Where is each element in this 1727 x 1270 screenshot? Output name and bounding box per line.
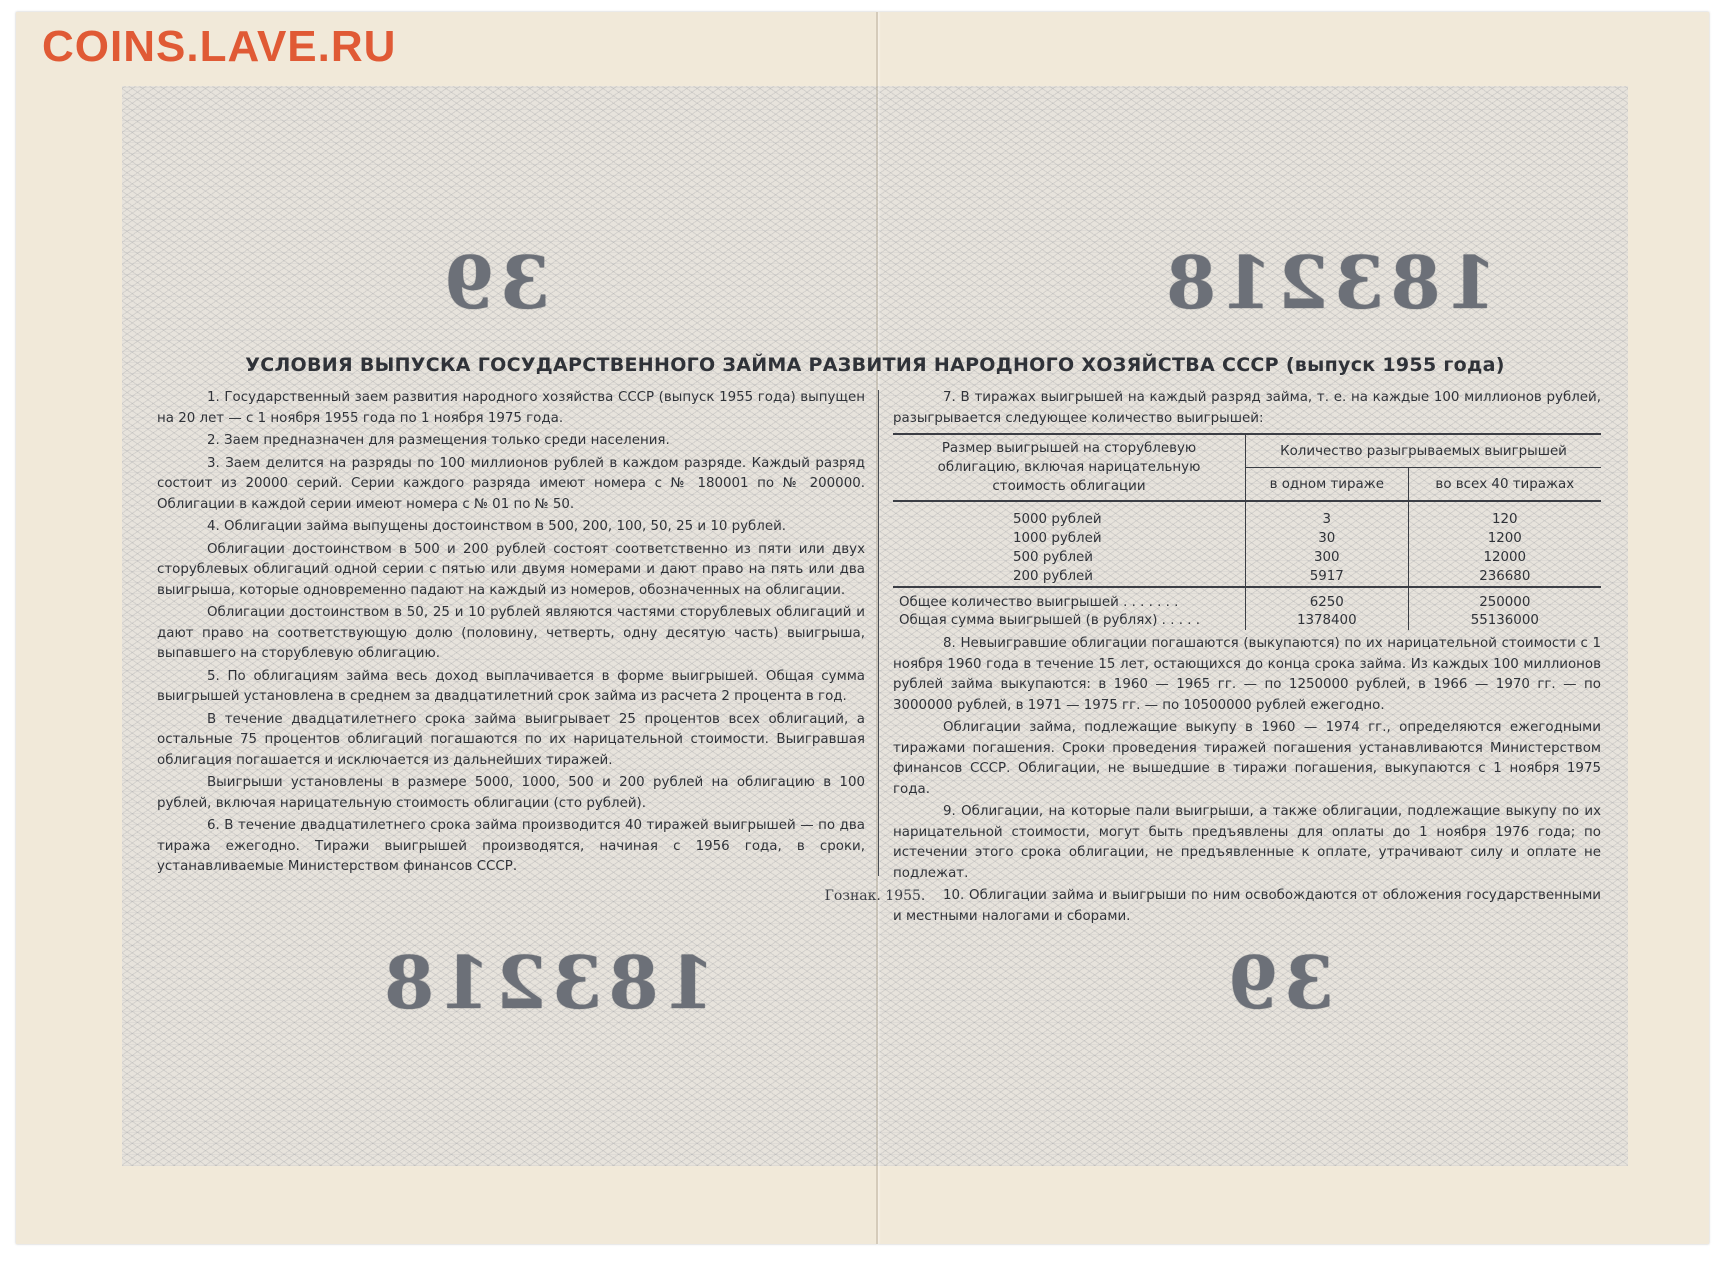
prize-amount: 500 рублей	[1013, 550, 1093, 565]
total-all: 55136000	[1408, 612, 1601, 630]
prize-count-all: 236680	[1408, 567, 1601, 587]
table-header-amount: Размер выигрышей на сторублевую облигацию, включая нарицательную стоимость облигации	[893, 434, 1246, 501]
bond-number-top: 183218	[1160, 240, 1497, 325]
prize-count-all: 1200	[1408, 529, 1601, 548]
clause-paragraph: Облигации достоинством в 50, 25 и 10 рублей являются частями сторублевых облигаций и дают право на соответствующую долю (половину, четверть, одну десятую часть) выигрыша, выпавшего на сторублевую облигацию.	[157, 605, 865, 661]
clause-paragraph: Выигрыши установлены в размере 5000, 1000, 500 и 200 рублей на облигацию в 100 рублей, включая нарицательную стоимость облигации (сто рублей).	[157, 775, 865, 811]
prize-count-one: 30	[1246, 529, 1409, 548]
total-all: 250000	[1408, 594, 1601, 612]
clause-paragraph: 9. Облигации, на которые пали выигрыши, а также облигации, подлежащие выкупу по их нарицательной стоимости, могут быть предъявлены для оплаты до 1 ноября 1976 года; по истечении этого срока облигации, не предъявленные к оплате, утрачивают силу и оплате не подлежат.	[893, 804, 1601, 881]
table-row	[893, 510, 1601, 529]
prize-count-one: 300	[1246, 548, 1409, 567]
series-number-top: 39	[438, 240, 551, 325]
table-total-row	[893, 594, 1601, 612]
prize-count-one: 5917	[1246, 567, 1409, 587]
clause-paragraph: Облигации достоинством в 500 и 200 рублей состоят соответственно из пяти или двух сторублевых облигаций одной серии с пятью или двумя номерами и дают право на пять или два выигрыша, которые одновременно падают на каждый из номеров, обозначенных на облигации.	[157, 541, 865, 598]
total-one: 1378400	[1246, 612, 1409, 630]
prize-amount: 5000 рублей	[1013, 512, 1102, 527]
prize-amount: 200 рублей	[893, 567, 1246, 587]
clause-paragraph: 4. Облигации займа выпущены достоинством в 500, 200, 100, 50, 25 и 10 рублей.	[207, 519, 787, 534]
total-one: 6250	[1246, 594, 1409, 612]
table-row	[893, 548, 1601, 567]
prize-count-all: 12000	[1408, 548, 1601, 567]
prize-count-all: 120	[1408, 510, 1601, 529]
table-header-one-draw: в одном тираже	[1246, 468, 1409, 502]
column-divider	[878, 390, 879, 876]
total-label: Общее количество выигрышей . . . . . . .	[899, 595, 1179, 610]
printer-imprint: Гознак. 1955.	[824, 888, 926, 904]
clause-paragraph: 2. Заем предназначен для размещения только среди населения.	[207, 433, 670, 448]
document-title: УСЛОВИЯ ВЫПУСКА ГОСУДАРСТВЕННОГО ЗАЙМА РАЗВИТИЯ НАРОДНОГО ХОЗЯЙСТВА СССР (выпуск 1955 года)	[245, 354, 1505, 376]
bond-number-bottom: 183218	[378, 940, 715, 1025]
total-label: Общая сумма выигрышей (в рублях) . . . . .	[899, 613, 1200, 628]
clause-paragraph: 1. Государственный заем развития народного хозяйства СССР (выпуск 1955 года) выпущен на 20 лет — с 1 ноября 1955 года по 1 ноября 1975 года.	[157, 390, 865, 426]
series-number-bottom: 39	[1222, 940, 1335, 1025]
clause-paragraph: 7. В тиражах выигрышей на каждый разряд займа, т. е. на каждые 100 миллионов рублей, разыгрывается следующее количество выигрышей:	[893, 390, 1601, 426]
clause-paragraph: 6. В течение двадцатилетнего срока займа производится 40 тиражей выигрышей — по два тиража ежегодно. Тиражи выигрышей производятся, начиная с 1956 года, в сроки, устанавливаемые Министерством финансов СССР.	[157, 818, 865, 874]
conditions-left-column	[157, 388, 865, 880]
clause-paragraph: 10. Облигации займа и выигрыши по ним освобождаются от обложения государственными и местными налогами и сборами.	[893, 888, 1601, 924]
prize-table	[893, 433, 1601, 630]
table-row	[893, 529, 1601, 548]
table-total-row	[893, 612, 1601, 630]
clause-paragraph: 8. Невыигравшие облигации погашаются (выкупаются) по их нарицательной стоимости с 1 ноября 1960 года в течение 15 лет, остающихся до конца срока займа. Из каждых 100 миллионов рублей займа выкупаются: в 1960 — 1965 гг. — по 1250000 рублей, в 1966 — 1970 гг. — по 3000000 рублей, в 1971 — 1975 гг. — по 10500000 рублей ежегодно.	[893, 636, 1601, 713]
clause-paragraph: Облигации займа, подлежащие выкупу в 1960 — 1974 гг., определяются ежегодными тиражами погашения. Сроки проведения тиражей погашения устанавливаются Министерством финансов СССР. Облигации, не вышедшие в тиражи погашения, выкупаются с 1 ноября 1975 года.	[893, 720, 1601, 797]
conditions-right-column	[893, 388, 1601, 929]
clause-paragraph: 3. Заем делится на разряды по 100 миллионов рублей в каждом разряде. Каждый разряд состоит из 20000 серий. Серии каждого разряда имеют номера с № 180001 по № 200000. Облигации в каждой серии имеют номера с № 01 по № 50.	[157, 455, 865, 512]
prize-count-one: 3	[1246, 510, 1409, 529]
table-header-count-group: Количество разыгрываемых выигрышей	[1246, 434, 1602, 468]
clause-paragraph: В течение двадцатилетнего срока займа выигрывает 25 процентов всех облигаций, а остальные 75 процентов облигаций погашаются по их нарицательной стоимости. Выигравшая облигация погашается и исключается из дальнейших тиражей.	[157, 711, 865, 768]
site-watermark: COINS.LAVE.RU	[42, 22, 397, 71]
clause-paragraph: 5. По облигациям займа весь доход выплачивается в форме выигрышей. Общая сумма выигрышей установлена в среднем за двадцатилетний срок займа из расчета 2 процента в год.	[157, 668, 865, 704]
prize-amount: 1000 рублей	[1013, 531, 1102, 546]
table-row	[893, 567, 1601, 587]
table-header-all-draws: во всех 40 тиражах	[1408, 468, 1601, 502]
